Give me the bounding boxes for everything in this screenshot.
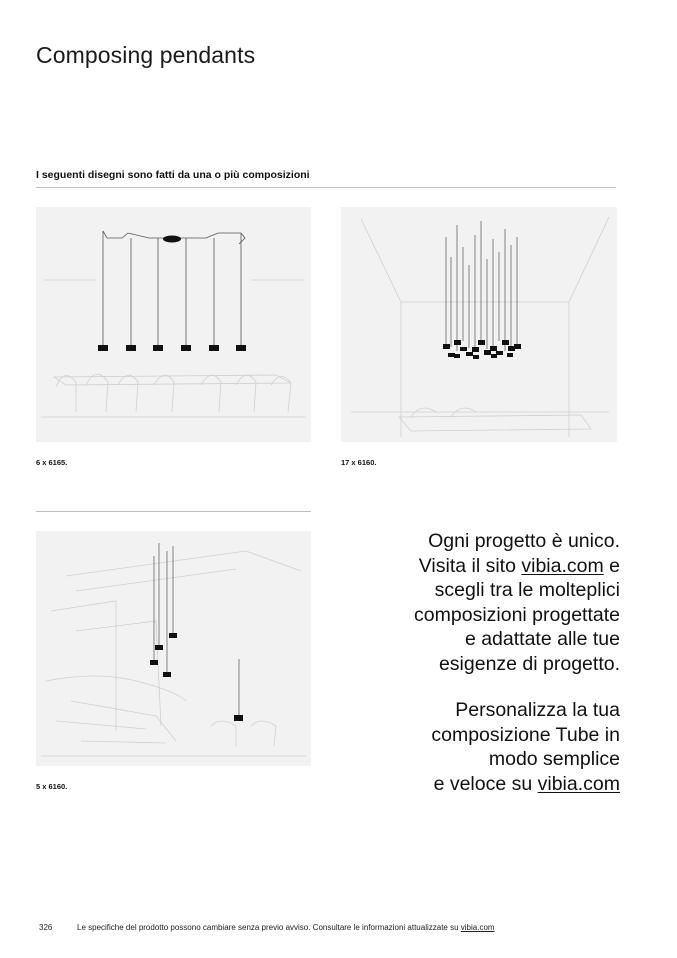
section-divider	[36, 511, 311, 512]
page-footer	[39, 923, 495, 932]
promo-line: composizioni progettate	[414, 603, 620, 626]
illustration-hall	[341, 207, 617, 442]
page-number: 326	[39, 923, 53, 932]
illustration-caption: 6 x 6165.	[36, 458, 68, 467]
promo-line: composizione Tube in	[431, 723, 620, 746]
promo-line: modo semplice	[488, 748, 620, 770]
illustration-stairwell	[36, 531, 311, 766]
footer-vibia-link[interactable]: vibia.com	[460, 923, 495, 932]
vibia-link[interactable]: vibia.com	[537, 772, 620, 795]
promo-line: e veloce su vibia.com	[433, 772, 620, 795]
illustration-caption: 17 x 6160.	[341, 458, 377, 467]
promo-line: Personalizza la tua	[455, 699, 620, 721]
page-title: Composing pendants	[36, 42, 256, 68]
illustration-caption: 5 x 6160.	[36, 782, 68, 791]
dining-room-drawing	[36, 207, 311, 442]
illustration-dining-room	[36, 207, 311, 442]
promo-line: esigenze di progetto.	[438, 652, 620, 675]
promo-line: e adattate alle tue	[464, 628, 620, 650]
promo-line: Visita il sito vibia.com e	[418, 554, 620, 577]
section-divider	[36, 187, 616, 188]
promo-text	[360, 698, 620, 796]
promo-line: scegli tra le molteplici	[434, 579, 620, 601]
stairwell-drawing	[36, 531, 311, 766]
section-subtitle: I seguenti disegni sono fatti da una o più composizioni	[36, 169, 310, 181]
promo-line: Ogni progetto è unico.	[428, 530, 620, 552]
hall-drawing	[341, 207, 617, 442]
footer-disclaimer: Le specifiche del prodotto possono cambiare senza previo avviso. Consultare le informazioni attualizzate su	[77, 923, 461, 932]
vibia-link[interactable]: vibia.com	[521, 554, 604, 577]
promo-text	[360, 529, 620, 676]
